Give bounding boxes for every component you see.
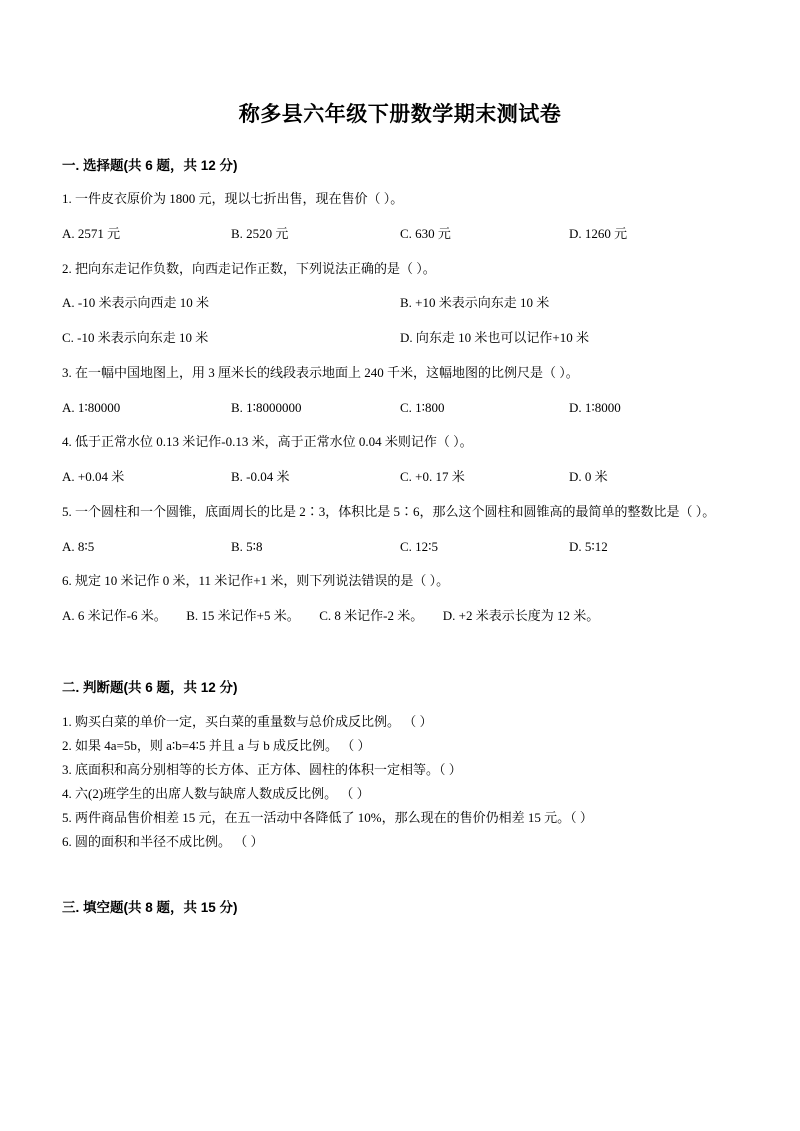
option-d[interactable]: D. +2 米表示长度为 12 米。 <box>442 608 600 623</box>
page-title: 称多县六年级下册数学期末测试卷 <box>238 103 562 126</box>
truefalse-item-4[interactable]: 4. 六(2)班学生的出席人数与缺席人数成反比例。 （ ） <box>62 785 370 801</box>
question-6-options <box>62 605 738 628</box>
option-d[interactable]: D. 0 米 <box>569 469 608 484</box>
option-c[interactable]: C. -10 米表示向东走 10 米 <box>62 330 209 345</box>
option-a[interactable]: A. 2571 元 <box>62 225 121 241</box>
question-4-options <box>62 466 738 489</box>
section-heading-choice: 一. 选择题(共 6 题，共 12 分) <box>62 158 238 173</box>
question-2-options-row1 <box>62 292 738 315</box>
option-a[interactable]: A. -10 米表示向西走 10 米 <box>62 295 209 311</box>
truefalse-item-5[interactable]: 5. 两件商品售价相差 15 元，在五一活动中各降低了 10%，那么现在的售价仍相差 15 元。（ ） <box>62 809 593 825</box>
option-b[interactable]: B. -0.04 米 <box>231 469 290 484</box>
option-d[interactable]: D. 1∶8000 <box>569 399 621 415</box>
truefalse-item-1[interactable]: 1. 购买白菜的单价一定，买白菜的重量数与总价成反比例。 （ ） <box>62 713 433 729</box>
option-b[interactable]: B. 5∶8 <box>231 538 263 554</box>
option-c[interactable]: C. 1∶800 <box>400 399 445 415</box>
question-6: 6. 规定 10 米记作 0 米，11 米记作+1 米，则下列说法错误的是（ ）。 <box>62 573 450 589</box>
section-heading-truefalse: 二. 判断题(共 6 题，共 12 分) <box>62 679 238 695</box>
question-2: 2. 把向东走记作负数，向西走记作正数，下列说法正确的是（ ）。 <box>62 260 436 276</box>
option-b[interactable]: B. 2520 元 <box>231 225 289 241</box>
option-b[interactable]: B. 15 米记作+5 米。 <box>186 608 300 623</box>
truefalse-item-6[interactable]: 6. 圆的面积和半径不成比例。 （ ） <box>62 833 264 849</box>
option-c[interactable]: C. 8 米记作-2 米。 <box>319 608 424 623</box>
question-5-options <box>62 536 738 559</box>
truefalse-item-2[interactable]: 2. 如果 4a=5b，则 a∶b=4∶5 并且 a 与 b 成反比例。 （ ） <box>62 737 371 753</box>
option-c[interactable]: C. 12∶5 <box>400 538 439 554</box>
question-1: 1. 一件皮衣原价为 1800 元，现以七折出售，现在售价（ ）。 <box>62 191 404 206</box>
truefalse-list <box>62 710 738 854</box>
question-3-options <box>62 397 738 420</box>
option-c[interactable]: C. 630 元 <box>400 225 451 241</box>
option-b[interactable]: B. +10 米表示向东走 10 米 <box>400 295 550 311</box>
option-d[interactable]: D. 1260 元 <box>569 225 628 241</box>
section-heading-fillblank: 三. 填空题(共 8 题，共 15 分) <box>62 900 238 916</box>
question-5: 5. 一个圆柱和一个圆锥，底面周长的比是 2∶3，体积比是 5∶6，那么这个圆柱和圆锥高的最简单的整数比是（ ）。 <box>62 503 716 519</box>
option-a[interactable]: A. 6 米记作-6 米。 <box>62 608 167 623</box>
question-2-options-row2 <box>62 327 738 350</box>
spacer <box>62 860 738 874</box>
option-c[interactable]: C. +0. 17 米 <box>400 469 465 484</box>
question-1-options <box>62 223 738 246</box>
option-b[interactable]: B. 1∶8000000 <box>231 399 302 415</box>
option-d[interactable]: D. 5∶12 <box>569 538 608 554</box>
option-a[interactable]: A. 1∶80000 <box>62 399 121 415</box>
option-a[interactable]: A. +0.04 米 <box>62 469 125 484</box>
question-3: 3. 在一幅中国地图上，用 3 厘米长的线段表示地面上 240 千米，这幅地图的比例尺是（ ）。 <box>62 364 579 380</box>
option-d[interactable]: D. 向东走 10 米也可以记作+10 米 <box>400 330 589 345</box>
question-4: 4. 低于正常水位 0.13 米记作-0.13 米，高于正常水位 0.04 米则记作（ ）。 <box>62 434 473 450</box>
spacer <box>62 640 738 654</box>
option-a[interactable]: A. 8∶5 <box>62 538 95 554</box>
truefalse-item-3[interactable]: 3. 底面积和高分别相等的长方体、正方体、圆柱的体积一定相等。（ ） <box>62 761 462 777</box>
